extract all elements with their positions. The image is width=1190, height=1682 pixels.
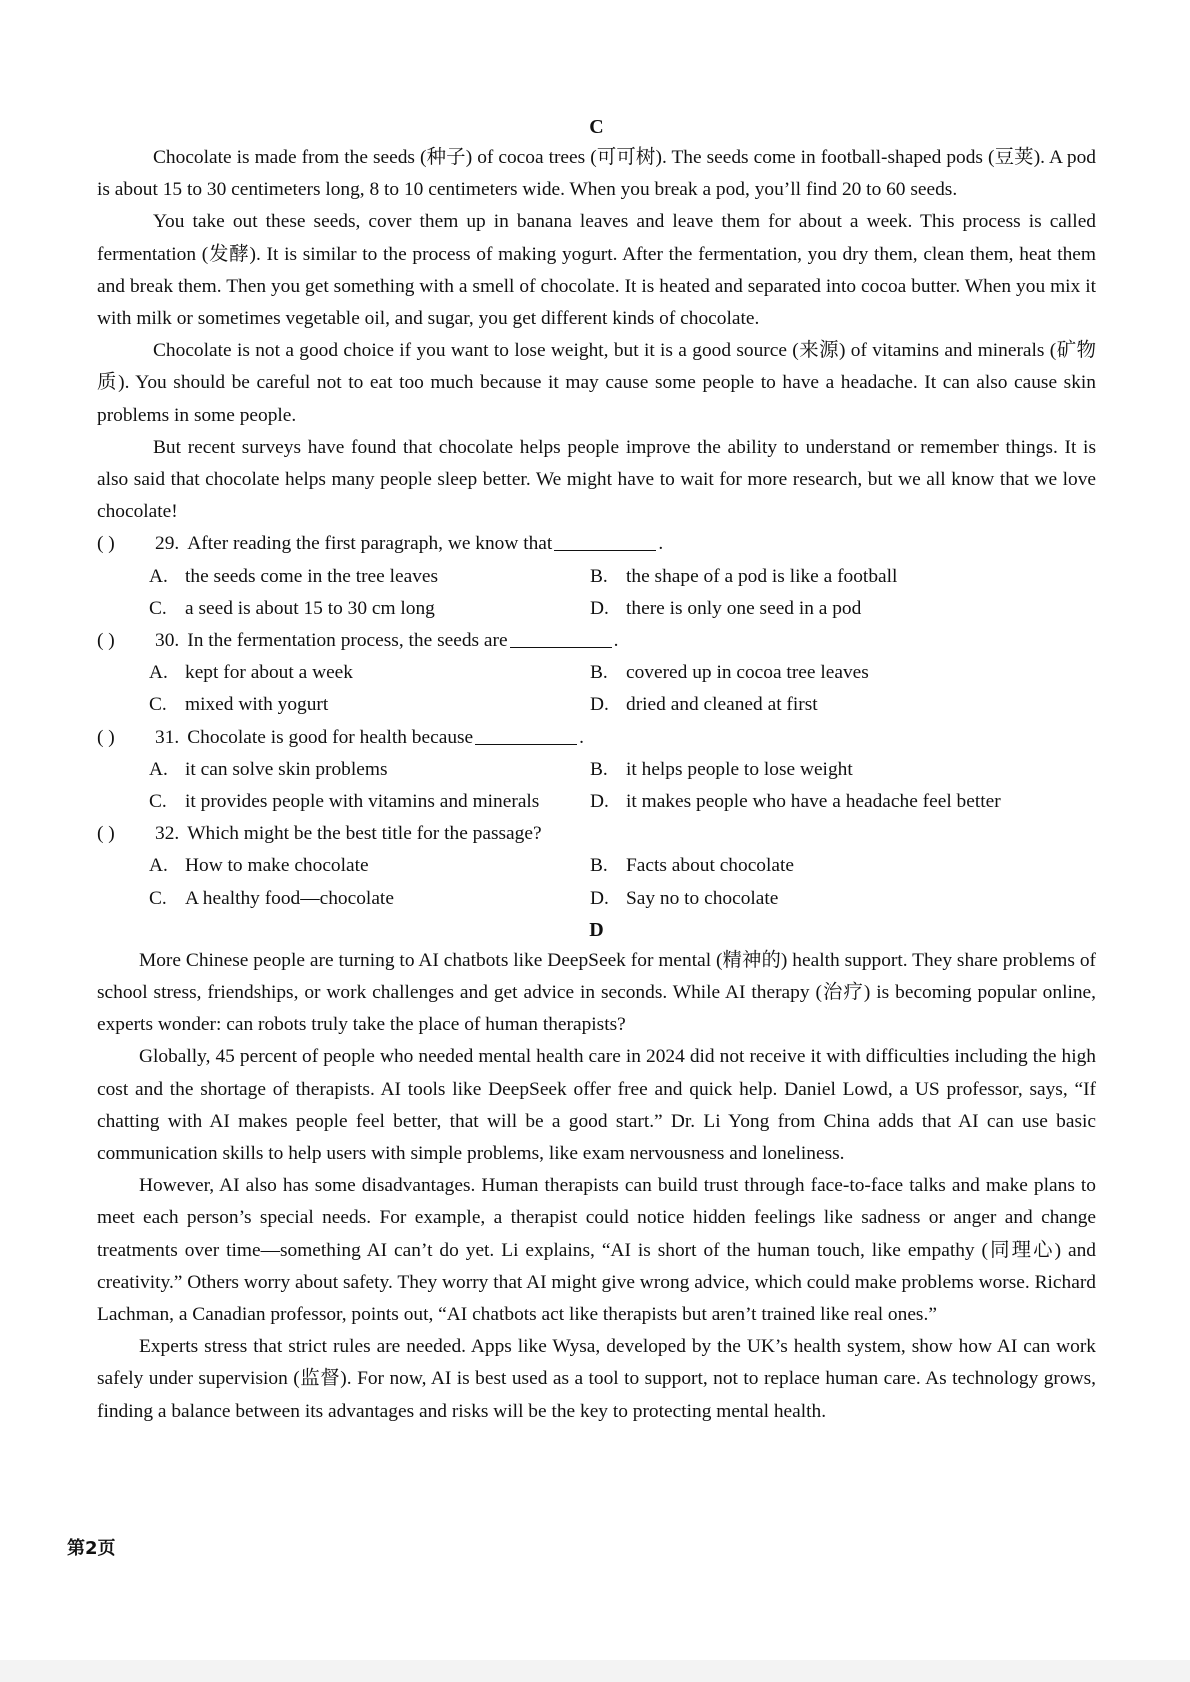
paragraph: Chocolate is not a good choice if you want to lose weight, but it is a good source (来源) of vitamins and minerals (矿物质). You should be careful not to eat too much because it may cause some people to have a headache. It can also cause skin problems in some people. <box>97 340 1096 426</box>
question-number: 31. <box>155 726 180 748</box>
paragraph: But recent surveys have found that chocolate helps people improve the ability to understand or remember things. It is also said that chocolate helps many people sleep better. We might have to wait for more research, but we all know that we love chocolate! <box>97 436 1096 523</box>
question-stem: Which might be the best title for the passage? <box>187 823 542 845</box>
paragraph: Globally, 45 percent of people who needed mental health care in 2024 did not receive it with difficulties including the high cost and the shortage of therapists. AI tools like DeepSeek offer free and quick help. Daniel Lowd, a US professor, says, “If chatting with AI makes people feel better, that will be a good start.” Dr. Li Yong from China adds that AI can use basic communication skills to help users with simple problems, like exam nervousness and loneliness. <box>97 1046 1096 1164</box>
paragraph: Experts stress that strict rules are needed. Apps like Wysa, developed by the UK’s health system, show how AI can work safely under supervision (监督). For now, AI is best used as a tool to support, not to replace human care. As technology grows, finding a balance between its advantages and risks will be the key to protecting mental health. <box>97 1336 1096 1422</box>
option-d[interactable]: D. it makes people who have a headache feel better <box>590 790 1001 812</box>
question-30 <box>97 625 1096 722</box>
option-a[interactable]: A. it can solve skin problems <box>149 758 388 780</box>
option-b[interactable]: B. the shape of a pod is like a football <box>590 565 898 587</box>
question-number: 29. <box>155 533 180 555</box>
paragraph: You take out these seeds, cover them up in banana leaves and leave them for about a week. This process is called fermentation (发酵). It is similar to the process of making yogurt. After the fermentation, you dry them, clean them, heat them and break them. Then you get something with a smell of chocolate. It is heated and separated into cocoa butter. When you mix it with milk or sometimes vegetable oil, and sugar, you get different kinds of chocolate. <box>97 211 1096 330</box>
option-c[interactable]: C. A healthy food—chocolate <box>149 887 394 909</box>
section-c <box>97 112 1096 915</box>
answer-blank[interactable] <box>475 722 577 745</box>
scan-edge <box>0 1660 1190 1682</box>
question-number: 32. <box>155 823 180 845</box>
question-number: 30. <box>155 630 180 651</box>
question-stem: After reading the first paragraph, we know that <box>187 533 553 555</box>
option-d[interactable]: D. Say no to chocolate <box>590 887 779 909</box>
option-b[interactable]: B. it helps people to lose weight <box>590 758 853 780</box>
option-d[interactable]: D. dried and cleaned at first <box>590 694 818 716</box>
option-b[interactable]: B. Facts about chocolate <box>590 855 794 877</box>
answer-bracket[interactable]: ( ) <box>97 726 115 748</box>
question-29 <box>97 528 1096 625</box>
question-stem: In the fermentation process, the seeds are <box>187 630 508 651</box>
answer-bracket[interactable]: ( ) <box>97 823 115 845</box>
question-end: . <box>613 630 619 651</box>
option-a[interactable]: A. the seeds come in the tree leaves <box>149 565 439 587</box>
question-stem: Chocolate is good for health because <box>187 726 474 748</box>
option-b[interactable]: B. covered up in cocoa tree leaves <box>590 662 869 684</box>
answer-blank[interactable] <box>554 528 656 551</box>
question-end: . <box>579 726 585 748</box>
question-end: . <box>658 533 664 555</box>
question-list <box>97 528 1096 914</box>
answer-bracket[interactable]: ( ) <box>97 630 115 651</box>
answer-blank[interactable] <box>510 625 612 648</box>
option-c[interactable]: C. it provides people with vitamins and minerals <box>149 790 540 812</box>
section-d-heading: D <box>589 918 604 941</box>
paragraph: More Chinese people are turning to AI chatbots like DeepSeek for mental (精神的) health support. They share problems of school stress, friendships, or work challenges and get advice in seconds. While AI therapy (治疗) is becoming popular online, experts wonder: can robots truly take the place of human therapists? <box>97 949 1096 1036</box>
option-d[interactable]: D. there is only one seed in a pod <box>590 597 862 619</box>
question-31 <box>97 722 1096 819</box>
paragraph: Chocolate is made from the seeds (种子) of cocoa trees (可可树). The seeds come in football-shaped pods (豆荚). A pod is about 15 to 30 centimeters long, 8 to 10 centimeters wide. When you break a pod, you’ll find 20 to 60 seeds. <box>97 147 1096 201</box>
section-c-heading: C <box>589 116 604 138</box>
answer-bracket[interactable]: ( ) <box>97 533 115 555</box>
option-c[interactable]: C. mixed with yogurt <box>149 694 329 716</box>
paragraph: However, AI also has some disadvantages. Human therapists can build trust through face-to-face talks and make plans to meet each person’s special needs. For example, a therapist could notice hidden feelings like sadness or anger and change treatments over time—something AI can’t do yet. Li explains, “AI is short of the human touch, like empathy (同理心) and creativity.” Others worry about safety. They worry that AI might give wrong advice, which could make problems worse. Richard Lachman, a Canadian professor, points out, “AI chatbots act like therapists but aren’t trained like real ones.” <box>97 1175 1096 1325</box>
option-a[interactable]: A. kept for about a week <box>149 662 353 684</box>
question-32 <box>97 818 1096 915</box>
option-a[interactable]: A. How to make chocolate <box>149 855 369 877</box>
page-number-label: 第2页 <box>67 1538 116 1559</box>
section-d <box>97 915 1096 1428</box>
option-c[interactable]: C. a seed is about 15 to 30 cm long <box>149 597 435 619</box>
